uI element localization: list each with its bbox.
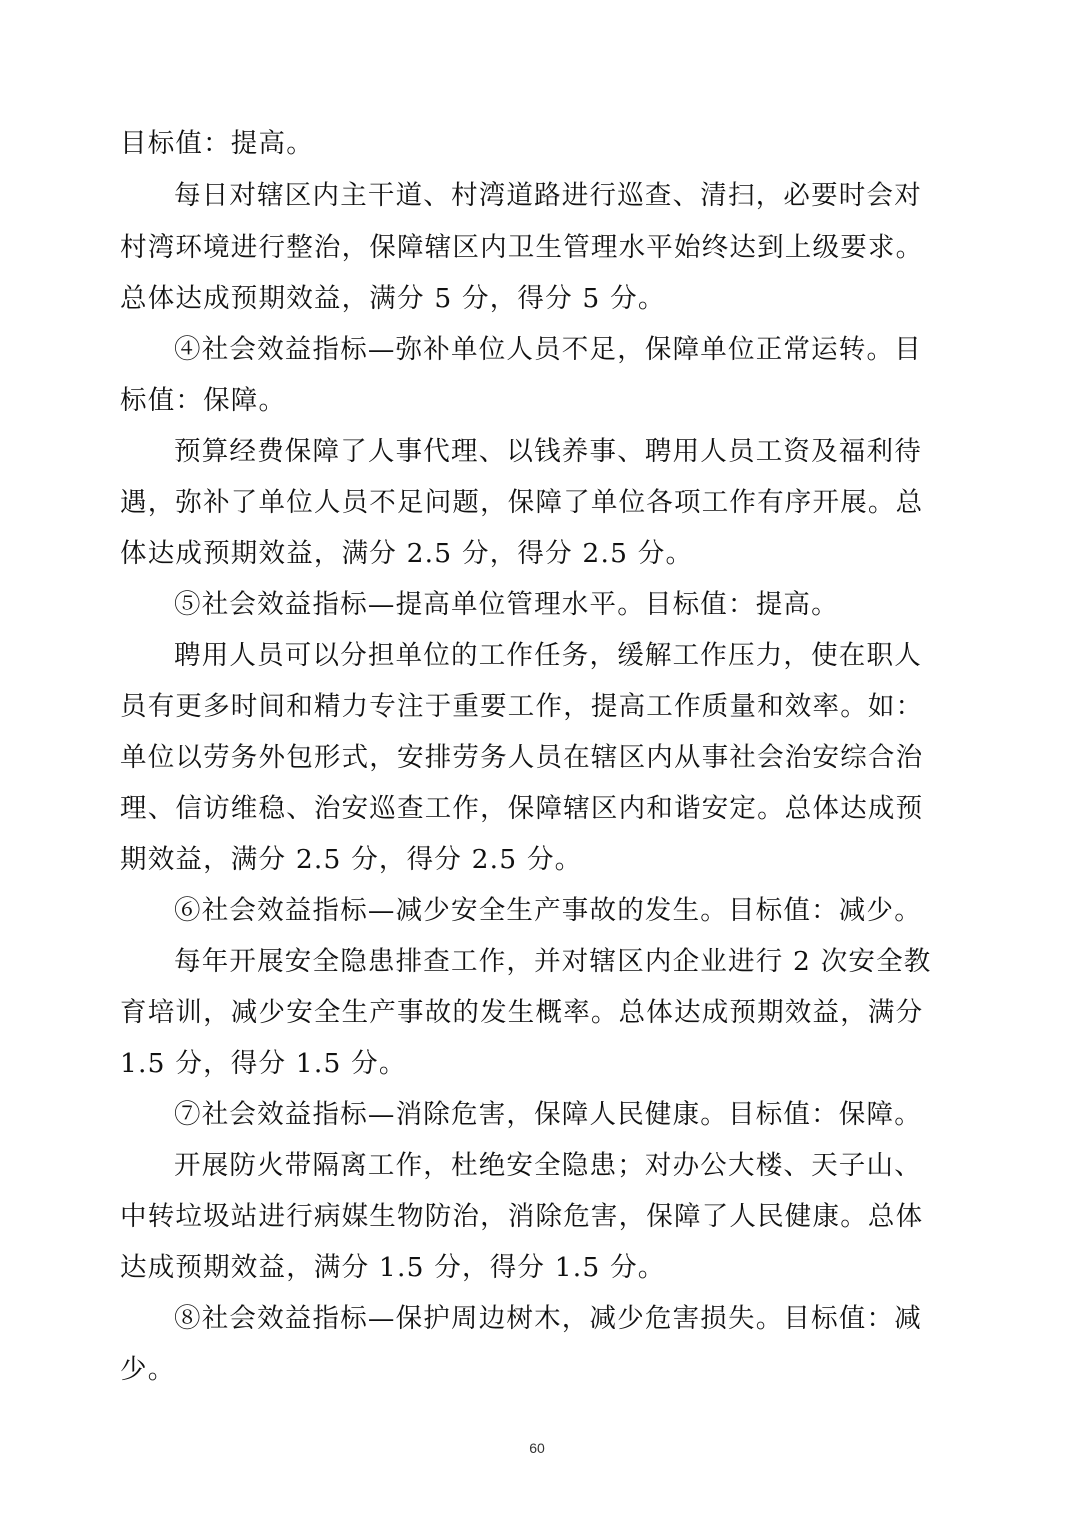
paragraph-start-line: 开展防火带隔离工作，杜绝安全隐患；对办公大楼、天子山、: [174, 1150, 922, 1181]
paragraph-start-line: 聘用人员可以分担单位的工作任务，缓解工作压力，使在职人: [174, 640, 922, 671]
indicator-heading-line: ⑤社会效益指标—提高单位管理水平。目标值：提高。: [174, 589, 839, 620]
text-line: 标值：保障。: [120, 385, 287, 416]
text-line: 少。: [120, 1354, 176, 1385]
text-line: 总体达成预期效益，满分 5 分，得分 5 分。: [120, 283, 666, 314]
paragraph-start-line: 每日对辖区内主干道、村湾道路进行巡查、清扫，必要时会对: [174, 180, 922, 211]
paragraph-start-line: 每年开展安全隐患排查工作，并对辖区内企业进行 2 次安全教: [174, 946, 932, 977]
text-line: 期效益，满分 2.5 分，得分 2.5 分。: [120, 844, 583, 875]
text-line: 单位以劳务外包形式，安排劳务人员在辖区内从事社会治安综合治: [120, 742, 924, 773]
text-line: 育培训，减少安全生产事故的发生概率。总体达成预期效益，满分: [120, 997, 924, 1028]
paragraph-start-line: 预算经费保障了人事代理、以钱养事、聘用人员工资及福利待: [174, 436, 922, 467]
page-number: 60: [529, 1440, 545, 1456]
text-line: 目标值：提高。: [120, 128, 314, 159]
indicator-heading-line: ⑥社会效益指标—减少安全生产事故的发生。目标值：减少。: [174, 895, 922, 926]
text-line: 员有更多时间和精力专注于重要工作，提高工作质量和效率。如：: [120, 691, 924, 722]
text-line: 理、信访维稳、治安巡查工作，保障辖区内和谐安定。总体达成预: [120, 793, 924, 824]
text-line: 1.5 分，得分 1.5 分。: [120, 1048, 407, 1079]
text-line: 体达成预期效益，满分 2.5 分，得分 2.5 分。: [120, 538, 694, 569]
indicator-heading-line: ④社会效益指标—弥补单位人员不足，保障单位正常运转。目: [174, 334, 922, 365]
text-line: 遇，弥补了单位人员不足问题，保障了单位各项工作有序开展。总: [120, 487, 924, 518]
text-line: 村湾环境进行整治，保障辖区内卫生管理水平始终达到上级要求。: [120, 232, 924, 263]
text-line: 中转垃圾站进行病媒生物防治，消除危害，保障了人民健康。总体: [120, 1201, 924, 1232]
indicator-heading-line: ⑧社会效益指标—保护周边树木，减少危害损失。目标值：减: [174, 1303, 922, 1334]
indicator-heading-line: ⑦社会效益指标—消除危害，保障人民健康。目标值：保障。: [174, 1099, 922, 1130]
text-line: 达成预期效益，满分 1.5 分，得分 1.5 分。: [120, 1252, 666, 1283]
